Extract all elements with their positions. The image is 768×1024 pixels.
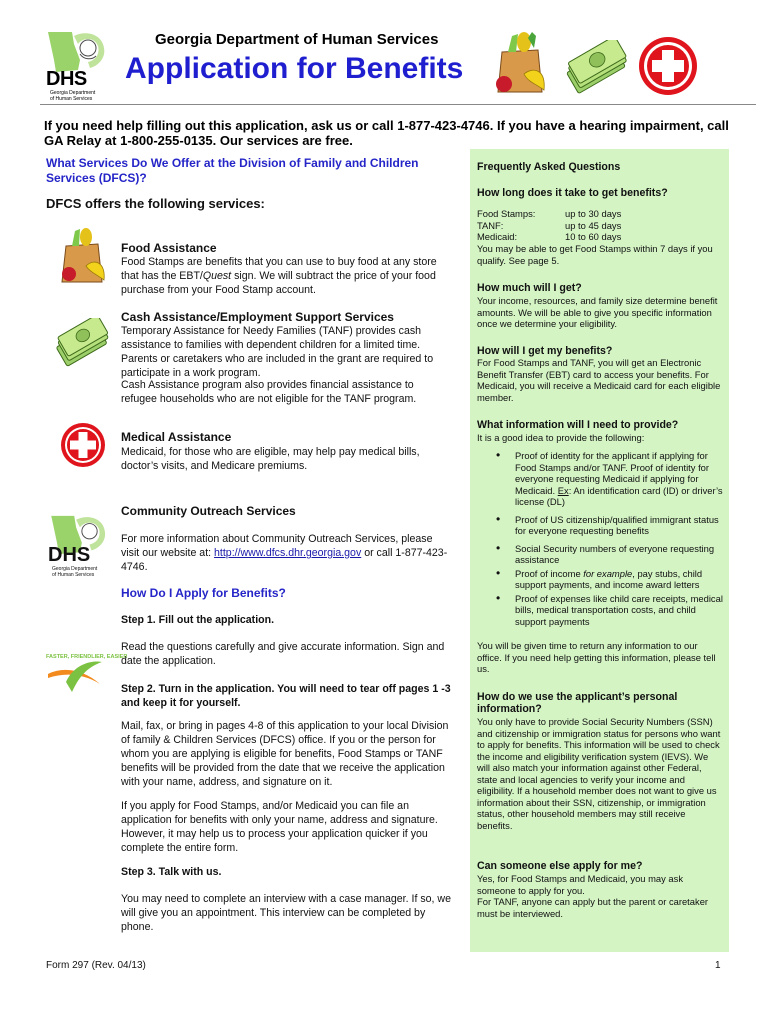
faq-q2: How much will I get?	[477, 282, 582, 294]
step3-text: You may need to complete an interview with a case manager. If so, we will give you an appointment. This interview can be completed by phone.	[121, 893, 451, 933]
list-item: • Social Security numbers of everyone requesting assistance	[515, 543, 723, 566]
step3-title: Step 3. Talk with us.	[121, 866, 222, 878]
list-item: • Proof of US citizenship/qualified immigrant status for everyone requesting benefits	[515, 514, 723, 537]
faq-q6: Can someone else apply for me?	[477, 860, 643, 872]
step1-title: Step 1. Fill out the application.	[121, 614, 275, 626]
faq-q3: How will I get my benefits?	[477, 345, 613, 357]
red-cross-icon	[638, 36, 698, 101]
header-divider	[40, 104, 756, 105]
cash-assistance-title: Cash Assistance/Employment Support Services	[121, 310, 394, 324]
medical-assistance-text: Medicaid, for those who are eligible, may help pay medical bills, doctor’s visits, and Medicare premiums.	[121, 446, 420, 472]
step2-text-1: Mail, fax, or bring in pages 4-8 of this application to your local Division of family & Children Services (DFCS) office. If you or the person for whom you are applying is eligible for benefits, Food Stamps or TANF benefits will be provided from the date that we receive the application with your name, address, and signature on it.	[121, 720, 449, 788]
faq-a6-part1: Yes, for Food Stamps and Medicaid, you may ask someone to apply for you.	[477, 873, 684, 896]
faq-q5: How do we use the applicant’s personal information?	[477, 691, 678, 715]
list-item: • Proof of expenses like child care receipts, medical bills, medical transportation costs, and child support payments	[515, 593, 723, 628]
faq-a1: You may be able to get Food Stamps within 7 days if you qualify. See page 5.	[477, 243, 713, 266]
dhs-logo	[46, 514, 112, 584]
form-number: Form 297 (Rev. 04/13)	[46, 960, 146, 971]
department-name: Georgia Department of Human Services	[155, 31, 439, 48]
list-item: • Proof of income for example, pay stubs, child support payments, and income award letters	[515, 568, 723, 591]
dhs-logo-subtext: Georgia Department of Human Services	[50, 90, 96, 102]
page-title: Application for Benefits	[125, 52, 464, 85]
dhs-logo	[44, 30, 110, 102]
page-number: 1	[715, 960, 721, 971]
timeline-row: Food Stamps: up to 30 days	[477, 208, 622, 219]
step1-text: Read the questions carefully and give accurate information. Sign and date the application.	[121, 641, 445, 667]
faq-q4: What information will I need to provide?	[477, 419, 679, 431]
faq-a3: For Food Stamps and TANF, you will get an Electronic Benefit Transfer (EBT) card to access your benefits. For Medicaid, you will receive a Medicaid card for each eligible member.	[477, 357, 721, 403]
list-item: • Proof of identity for the applicant if applying for Food Stamps and/or TANF. Proof of identity for everyone requesting Medicaid if applying for Medicaid. Ex: An identification card (ID) or driver’s license (DL)	[515, 450, 723, 508]
cash-assistance-text: Temporary Assistance for Needy Families (TANF) provides cash assistance to families with dependent children for a limited time. Parents or caretakers who are included in the grant are required to participate in a work program.	[121, 325, 434, 379]
dhs-logo-text: DHS	[46, 68, 87, 90]
outreach-title: Community Outreach Services	[121, 504, 296, 518]
help-line: If you need help filling out this application, ask us or call 1-877-423-4746. If you have a hearing impairment, call GA Relay at 1-800-255-0135. Our services are free.	[44, 118, 729, 148]
medical-assistance-title: Medical Assistance	[121, 430, 232, 444]
documents-list	[477, 450, 723, 633]
faster-friendlier-logo	[44, 644, 128, 694]
grocery-bag-icon	[60, 226, 108, 289]
faq-a2: Your income, resources, and family size determine benefit amounts. We will be able to give you specific information once we determine your eligibility.	[477, 295, 718, 329]
food-assistance-text: Food Stamps are benefits that you can use to buy food at any store that has the EBT/Quest sign. We will subtract the price of your food purchase from your Food Stamp account.	[121, 256, 437, 296]
faq-a4: It is a good idea to provide the following:	[477, 432, 645, 443]
outreach-text: For more information about Community Outreach Services, please visit our website at: http://www.dfcs.dhr.georgia.gov or call 1-877-423-4746.	[121, 533, 448, 573]
dhs-logo-subtext: Georgia Department of Human Services	[52, 566, 98, 578]
timeline-row: TANF: up to 45 days	[477, 219, 622, 231]
apply-question: How Do I Apply for Benefits?	[121, 586, 286, 600]
red-cross-icon	[60, 422, 106, 473]
money-icon	[562, 40, 628, 101]
food-assistance-title: Food Assistance	[121, 241, 217, 255]
money-icon	[54, 318, 110, 375]
faster-friendlier-text: FASTER, FRIENDLIER, EASIER	[46, 654, 128, 660]
faq-title: Frequently Asked Questions	[477, 161, 621, 173]
services-question: What Services Do We Offer at the Division of Family and Children Services (DFCS)?	[46, 156, 419, 185]
faq-a4-followup: You will be given time to return any information to our office. If you need help getting this information, please tell us.	[477, 640, 716, 674]
faq-a6-part2: For TANF, anyone can apply but the parent or caretaker must be interviewed.	[477, 896, 709, 919]
cash-assistance-text-refugee: Cash Assistance program also provides financial assistance to refugee households who are not eligible for the TANF program.	[121, 379, 417, 405]
dhs-logo-text: DHS	[48, 544, 91, 566]
step2-title: Step 2. Turn in the application. You will need to tear off pages 1 -3 and keep it for yourself.	[121, 683, 451, 709]
faq-a5: You only have to provide Social Security Numbers (SSN) and citizenship or immigration status for persons who want to apply for benefits. This information will be used to check the income and eligibility verification system (IEVS). We will also match your information against other Federal, state and local agencies to verify your income and eligibility. If a household member does not want to give us information about their SSN, citizenship, or immigration status, other household members may still receive benefits.	[477, 716, 721, 831]
faq-q1: How long does it take to get benefits?	[477, 187, 668, 199]
dfcs-website-link[interactable]: http://www.dfcs.dhr.georgia.gov	[214, 547, 362, 559]
timeline-row: Medicaid: 10 to 60 days	[477, 231, 622, 242]
step2-text-2: If you apply for Food Stamps, and/or Medicaid you can file an application for benefits with only your name, address and signature. However, it may help us to process your application quicker if you complete the entire form.	[121, 800, 438, 854]
grocery-bag-icon	[494, 30, 550, 101]
offers-intro: DFCS offers the following services:	[46, 196, 265, 211]
faq-panel	[470, 149, 729, 952]
